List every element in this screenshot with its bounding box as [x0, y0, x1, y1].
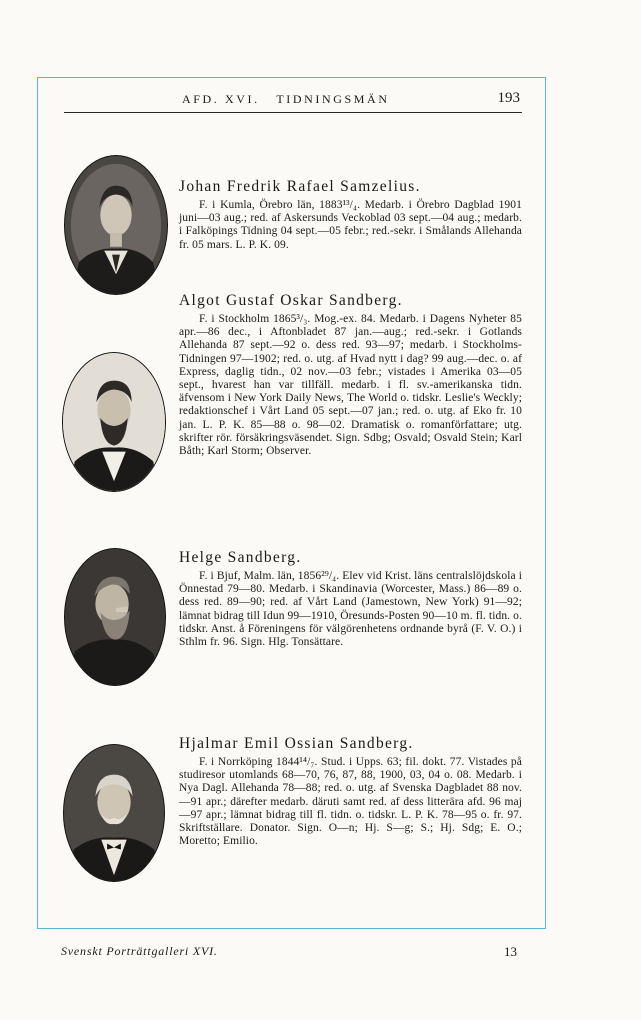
- entry-bio-3: F. i Bjuf, Malm. län, 1856²⁹/₄. Elev vid Krist. läns centralslöjdskola i Önnestad 79—80. Medarb. i Skandinavia (Worcester, Mass.) 86—89 o. dess red. 89—90; red. af Vårt Land (Jamestown, New York) 91—92; lämnat bidrag till Idun 99—1910, Öresunds-Posten 90—10 m. fl. tidn. o. tidskr. Anst. å Föreningens för välgörenhetens ordnande byrå (F. V. O.) i Sthlm fr. 96. Sign. Hlg. Tonsättare.: [179, 570, 522, 649]
- running-header: [64, 92, 522, 113]
- portrait-image-1: [65, 156, 167, 294]
- biography-entry-4: [179, 734, 522, 848]
- entry-name-4: Hjalmar Emil Ossian Sandberg.: [179, 735, 414, 752]
- portrait-photo-4: [63, 744, 165, 882]
- footer-signature-number: 13: [504, 944, 517, 959]
- biography-entry-1: [179, 177, 522, 252]
- entry-bio-4: F. i Norrköping 1844¹⁴/₇. Stud. i Upps. 63; fil. dokt. 77. Vistades på studiresor utomlands 68—70, 76, 87, 88, 1900, 03, 04 o. 08. Medarb. i Nya Dagl. Allehanda 78—88; red. o. utg. af Svenska Dagbladet 88 nov.—91 apr.; därefter medarb. däruti samt red. af dess litterära afd. 96 maj—97 apr.; lämnat bidrag till fl. tidn. o. tidskr. L. P. K. 78—95 o. fr. 97. Skriftställare. Donator. Sign. O—n; Hj. S—g; S.; Hj. Sdg; E. O.; Moretto; Emilio.: [179, 756, 522, 848]
- portrait-photo-2: [62, 352, 166, 492]
- entry-bio-1: F. i Kumla, Örebro län, 1883¹³/₄. Medarb. i Örebro Dagblad 1901 juni—03 aug.; red. af Askersunds Veckoblad 03 sept.—04 aug.; medarb. i Falköpings Tidning 04 sept.—05 febr.; red.-sekr. i Smålands Allehanda fr. 05 mars. L. P. K. 09.: [179, 199, 522, 251]
- portrait-photo-1: [64, 155, 168, 295]
- page-number: 193: [497, 90, 520, 106]
- entry-name-3: Helge Sandberg.: [179, 549, 302, 566]
- portrait-image-2: [63, 353, 165, 491]
- portrait-image-4: [64, 745, 164, 881]
- portrait-image-3: [65, 549, 165, 685]
- footer-publication-title: Svenskt Porträttgalleri XVI.: [61, 944, 218, 958]
- header-title: AFD. XVI. TIDNINGSMÄN: [182, 92, 390, 106]
- entry-name-2: Algot Gustaf Oskar Sandberg.: [179, 292, 403, 309]
- portrait-photo-3: [64, 548, 166, 686]
- biography-entry-2: [179, 291, 522, 458]
- entry-bio-2: F. i Stockholm 1865³/₃. Mog.-ex. 84. Medarb. i Dagens Nyheter 85 apr.—86 dec., i Aftonbladet 87 jan.—aug.; red.-sekr. i Gotlands Allehanda 87 sept.—92 o. dess red. 93—97; medarb. i Stockholms-Tidningen 97—1902; red. o. utg. af Hvad nytt i dag? 99 aug.—dec. o. af Express, daglig tidn., 02 nov.—03 febr.; vistades i Amerika 03—05 sept., hvarest han var tillfäll. medarb. i fl. sv.-amerikanska tidn. äfvensom i New York Daily News, The World o. tidskr. Leslie's Weckly; redaktionschef i Vårt Land 05 sept.—07 jan.; red. o. utg. af Eko fr. 10 jan. L. P. K. 85—88 o. 98—02. Dramatisk o. romanförfattare; utg. skrifter rör. försäkringsväsendet. Sign. Sdbg; Osvald; Osvald Stein; Karl Båth; Karl Storm; Observer.: [179, 313, 522, 458]
- entry-name-1: Johan Fredrik Rafael Samzelius.: [179, 178, 421, 195]
- biography-entry-3: [179, 548, 522, 649]
